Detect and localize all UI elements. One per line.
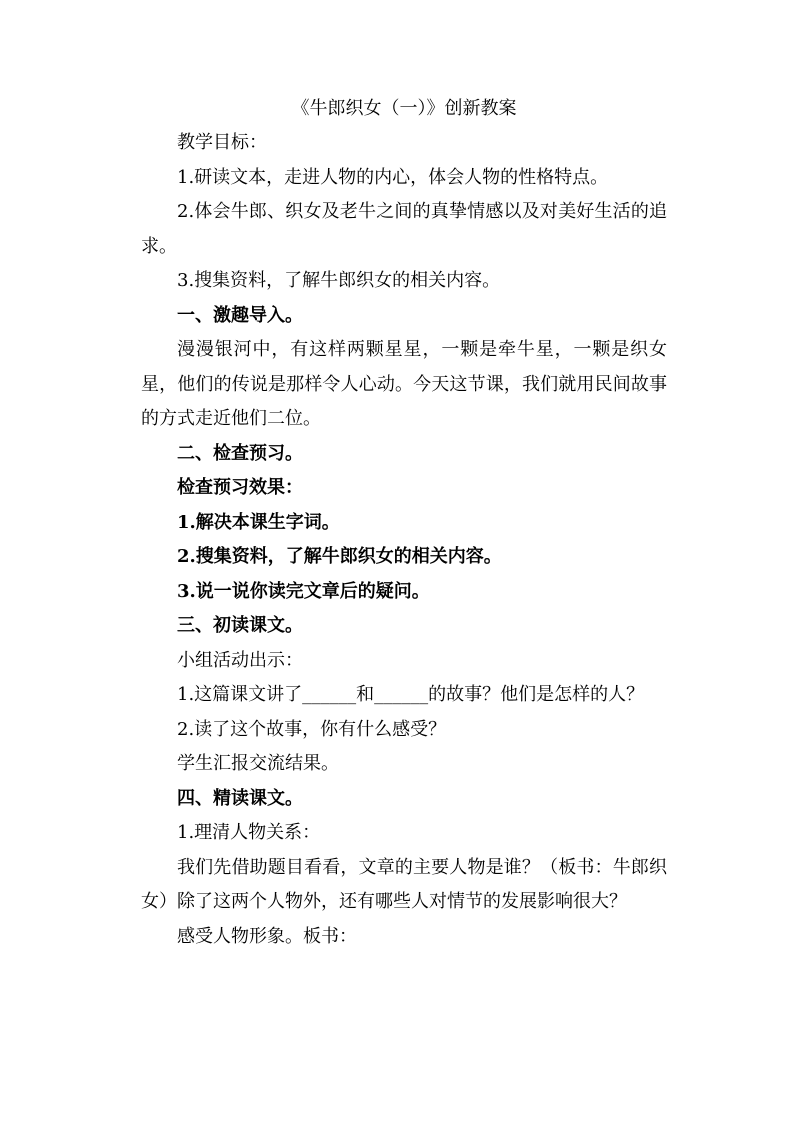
section-heading-first-reading: 三、初读课文。 <box>177 615 303 636</box>
section-heading-intro: 一、激趣导入。 <box>177 304 303 326</box>
paragraph-preview-check: 检查预习效果： <box>177 477 303 498</box>
paragraph-preview-3: 3.说一说你读完文章后的疑问。 <box>177 580 430 602</box>
paragraph-intro-text: 漫漫银河中，有这样两颗星星，一颗是牵牛星，一颗是织女星，他们的传说是那样令人心动。今天这节课，我们就用民间故事的方式走近他们二位。 <box>141 339 667 429</box>
section-heading-preview: 二、检查预习。 <box>177 442 303 464</box>
paragraph-goal-2: 2.体会牛郎、织女及老牛之间的真挚情感以及对美好生活的追求。 <box>141 201 667 257</box>
paragraph-student-report: 学生汇报交流结果。 <box>177 753 339 774</box>
section-heading-close-reading: 四、精读课文。 <box>177 787 303 809</box>
document-title: 《牛郎织女（一）》创新教案 <box>291 98 517 119</box>
paragraph-character-image: 感受人物形象。板书： <box>177 925 357 947</box>
paragraph-activity-2: 2.读了这个故事，你有什么感受？ <box>177 718 447 740</box>
paragraph-activity-1: 1.这篇课文讲了______和______的故事？他们是怎样的人？ <box>177 684 645 705</box>
paragraph-character-relations: 1.理清人物关系： <box>177 822 321 843</box>
paragraph-teaching-goals: 教学目标： <box>177 132 267 153</box>
paragraph-goal-1: 1.研读文本，走进人物的内心，体会人物的性格特点。 <box>177 166 609 188</box>
paragraph-goal-3: 3.搜集资料，了解牛郎织女的相关内容。 <box>177 270 501 291</box>
paragraph-main-characters: 我们先借助题目看看，文章的主要人物是谁？（板书：牛郎织女）除了这两个人物外，还有哪些人对情节的发展影响很大？ <box>141 856 667 912</box>
paragraph-group-activity: 小组活动出示： <box>177 649 303 671</box>
paragraph-preview-2: 2.搜集资料，了解牛郎织女的相关内容。 <box>177 546 502 567</box>
document-body <box>141 92 667 954</box>
paragraph-preview-1: 1.解决本课生字词。 <box>177 511 340 533</box>
